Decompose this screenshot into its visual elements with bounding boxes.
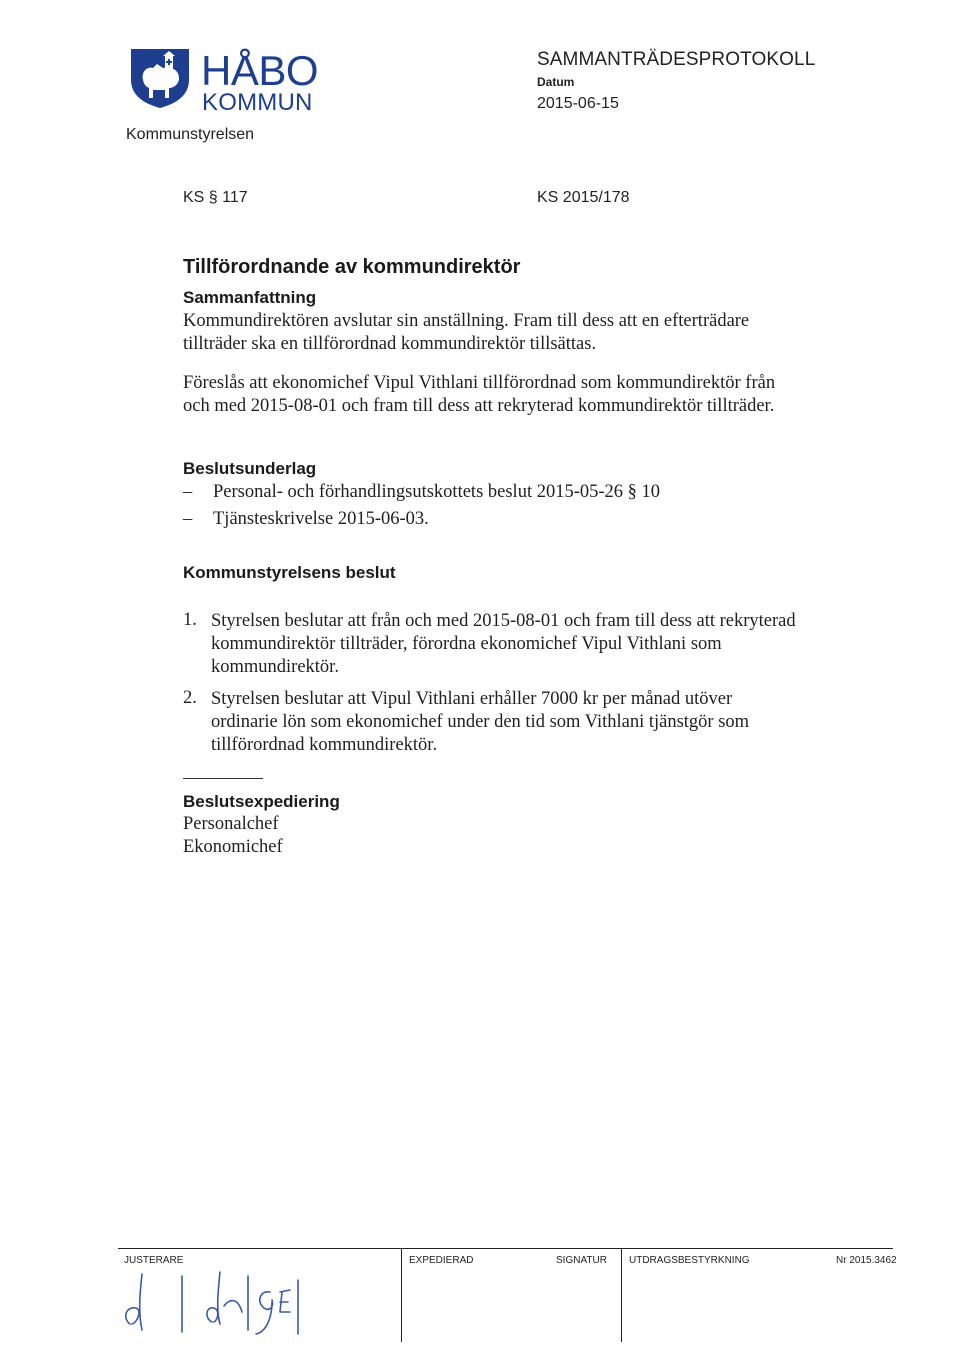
signatur-label: SIGNATUR <box>556 1255 607 1266</box>
decision-text: Styrelsen beslutar att Vipul Vithlani erhåller 7000 kr per månad utöver ordinarie lön som ekonomichef under den tid som Vithlani tjänstgör som tillförordnad kommundirektör. <box>211 689 750 755</box>
dash-bullet: – <box>183 482 193 502</box>
date-value: 2015-06-15 <box>537 95 619 112</box>
footer-divider <box>621 1248 622 1342</box>
document-number: Nr 2015.3462 <box>836 1255 897 1266</box>
justerare-label: JUSTERARE <box>124 1255 184 1266</box>
document-type: SAMMANTRÄDESPROTOKOLL <box>537 49 816 70</box>
footer-divider <box>401 1248 402 1342</box>
proposal-paragraph: Föreslås att ekonomichef Vipul Vithlani tillförordnad som kommundirektör från och med 2015-08-01 och fram till dess att rekryterad kommundirektör tillträder. <box>183 373 776 416</box>
dash-bullet: – <box>183 509 193 529</box>
summary-paragraph: Kommundirektören avslutar sin anställning. Fram till dess att en efterträdare tillträder ska en tillförordnad kommundirektör tillsättas. <box>183 311 750 354</box>
divider <box>183 778 263 779</box>
handwritten-signatures <box>120 1262 310 1342</box>
summary-heading: Sammanfattning <box>183 288 317 307</box>
list-item <box>183 482 660 503</box>
department-name: Kommunstyrelsen <box>126 126 255 143</box>
utdragsbestyrkning-label: UTDRAGSBESTYRKNING <box>629 1255 750 1266</box>
paragraph-reference: KS § 117 <box>183 189 248 206</box>
dispatch-recipient: Ekonomichef <box>183 837 283 857</box>
decision-number: 1. <box>183 610 197 630</box>
dispatch-heading: Beslutsexpediering <box>183 792 340 811</box>
basis-heading: Beslutsunderlag <box>183 459 317 478</box>
list-item <box>183 509 429 530</box>
list-item-text: Personal- och förhandlingsutskottets beslut 2015-05-26 § 10 <box>213 482 661 502</box>
decision-text: Styrelsen beslutar att från och med 2015-08-01 och fram till dess att rekryterad kommundirektör tillträder, förordna ekonomichef Vipul Vithlani som kommundirektör. <box>211 611 796 677</box>
list-item-text: Tjänsteskrivelse 2015-06-03. <box>213 509 429 529</box>
page-title: Tillförordnande av kommundirektör <box>183 256 521 278</box>
brand-name: HÅBO <box>201 47 319 94</box>
decision-number: 2. <box>183 688 197 708</box>
brand-subtitle: KOMMUN <box>202 89 313 116</box>
footer-top-rule <box>118 1248 893 1249</box>
expedierad-label: EXPEDIERAD <box>409 1255 474 1266</box>
decision-heading: Kommunstyrelsens beslut <box>183 563 396 582</box>
coat-of-arms-logo <box>127 46 193 110</box>
dispatch-recipient: Personalchef <box>183 814 279 834</box>
date-label: Datum <box>537 75 575 89</box>
case-reference: KS 2015/178 <box>537 189 630 206</box>
